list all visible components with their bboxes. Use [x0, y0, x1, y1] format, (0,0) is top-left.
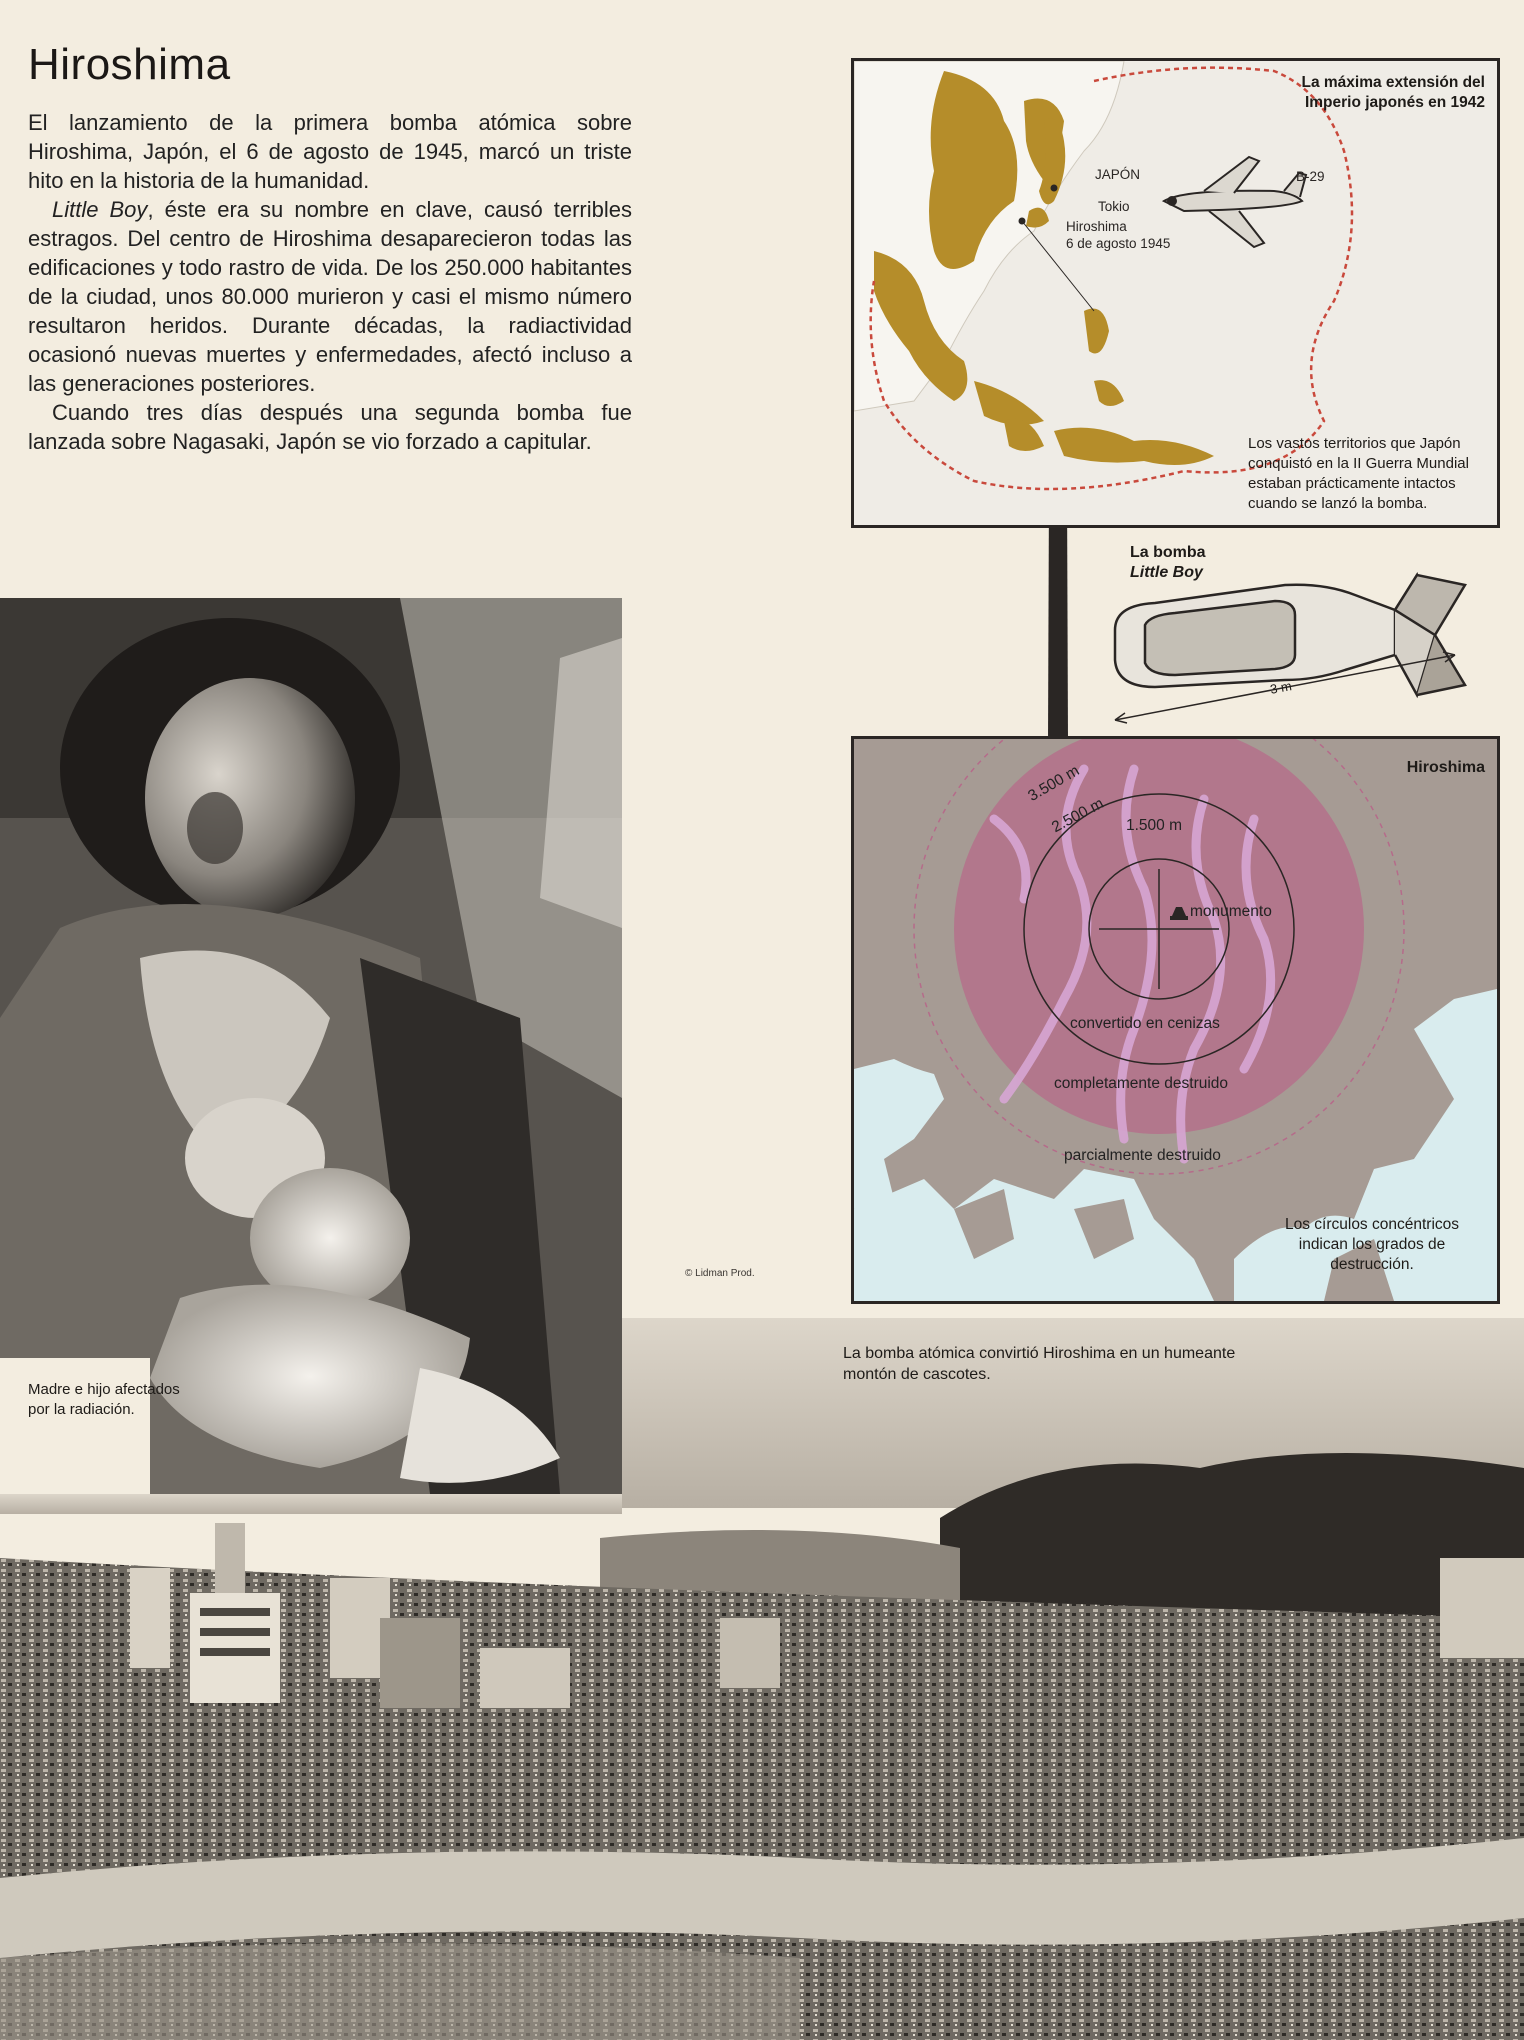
map-title [1195, 73, 1485, 113]
photo-credit: © Lidman Prod. [685, 1268, 755, 1279]
label-plane: B-29 [1296, 169, 1325, 184]
label-hiroshima: Hiroshima [1066, 219, 1127, 234]
zone-label-destroyed: completamente destruido [1054, 1075, 1229, 1092]
ring-label-middle: 2.500 m [1049, 794, 1107, 837]
hiroshima-ruins-photo [0, 1318, 1524, 2040]
city-plan-title: Hiroshima [1406, 759, 1485, 776]
empire-map [851, 58, 1500, 528]
code-name: Little Boy [52, 197, 148, 222]
city-plan [851, 736, 1500, 1304]
intro-text [28, 108, 632, 456]
bomb-illustration [1095, 555, 1475, 735]
bomb-title-line-2: Little Boy [1130, 564, 1203, 581]
monument-label: monumento [1190, 903, 1272, 920]
page-title: Hiroshima [28, 40, 231, 89]
intro-paragraph-2-text: , éste era su nombre en clave, causó terribles estragos. Del centro de Hiroshima desaparecieron todas las edificaciones y todo rastro de vida. De los 250.000 habitantes de la ciudad, unos 80.000 murieron y casi el mismo número resultaron heridos. Durante décadas, la radiactividad ocasionó nuevas muertes y enfermedades, afectó incluso a las generaciones posteriores. [28, 197, 632, 396]
zone-label-ashes: convertido en cenizas [1070, 1015, 1220, 1032]
intro-paragraph-3: Cuando tres días después una segunda bomba fue lanzada sobre Nagasaki, Japón se vio forzado a capitular. [28, 400, 632, 454]
map-title-line-2: Imperio japonés en 1942 [1304, 94, 1485, 111]
label-tokyo: Tokio [1098, 199, 1130, 214]
bomb-length: 3 m [1268, 678, 1293, 697]
ruins-photo-caption: La bomba atómica convirtió Hiroshima en un humeante montón de cascotes. [843, 1345, 1236, 1383]
ring-label-outer: 3.500 m [1025, 762, 1083, 805]
label-japan: JAPÓN [1095, 167, 1141, 182]
zone-label-partial: parcialmente destruido [1064, 1147, 1221, 1164]
map-note: Los vastos territorios que Japón conquistó en la II Guerra Mundial estaban prácticamente intactos cuando se lanzó la bomba. [1248, 435, 1469, 512]
intro-paragraph-2 [28, 195, 632, 398]
label-date: 6 de agosto 1945 [1066, 236, 1171, 251]
bomb-title-line-1: La bomba [1130, 544, 1206, 561]
mother-photo-caption: Madre e hijo afectados por la radiación. [28, 1381, 180, 1418]
map-title-line-1: La máxima extensión del [1301, 74, 1485, 91]
city-plan-note: Los círculos concéntricos indican los grados de destrucción. [1284, 1216, 1460, 1273]
ring-label-inner: 1.500 m [1126, 817, 1183, 834]
intro-paragraph-1: El lanzamiento de la primera bomba atómica sobre Hiroshima, Japón, el 6 de agosto de 1945, marcó un triste hito en la historia de la humanidad. [28, 110, 632, 193]
